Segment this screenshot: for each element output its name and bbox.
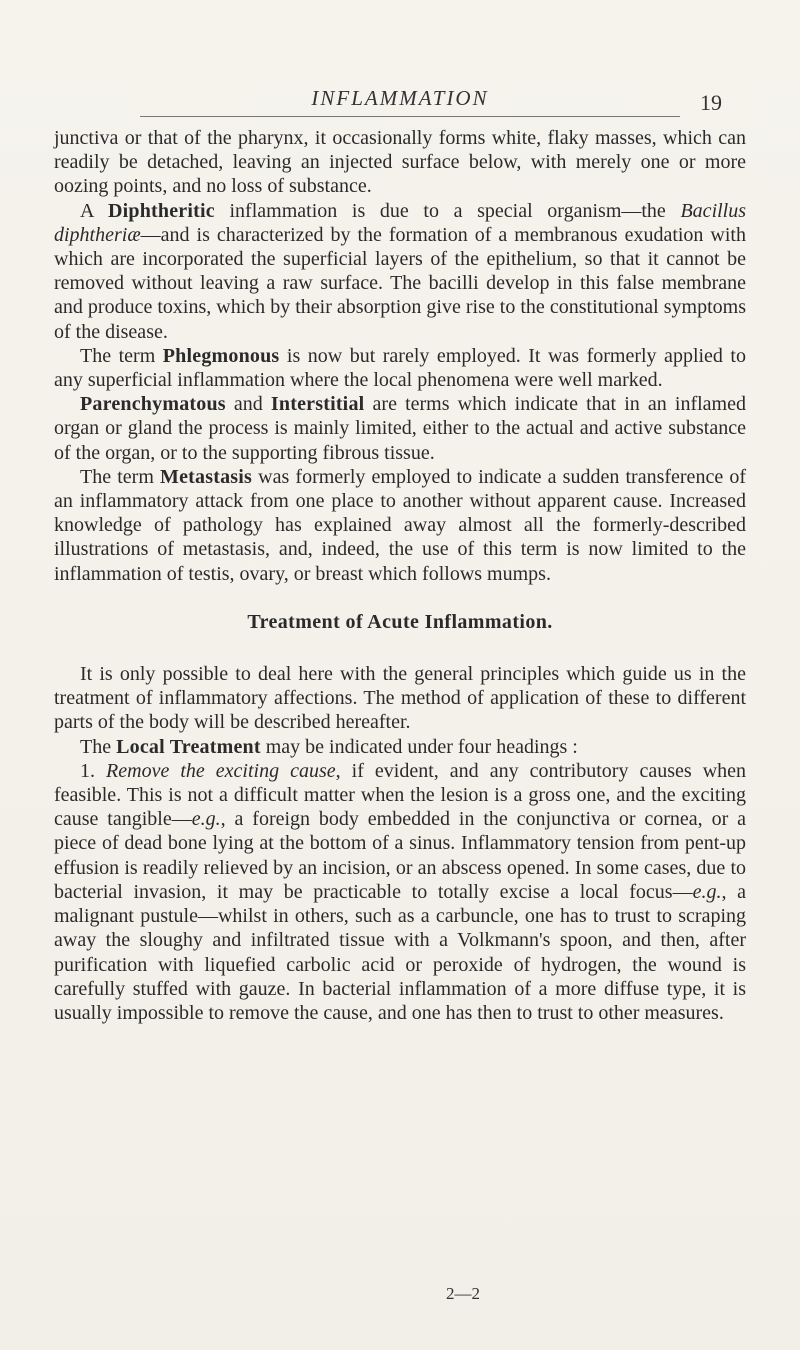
page-number: 19 — [700, 90, 722, 115]
term-metastasis: Metastasis — [160, 465, 253, 488]
list-heading: Remove the exciting cause — [106, 759, 336, 782]
body-text — [54, 126, 746, 1025]
header-rule — [140, 116, 680, 117]
paragraph-diphtheritic: A Diphtheritic inflammation is due to a special organism—the Bacillus diphtheriæ—and is characterized by the formation of a membranous exudation with which are incorporated the superficial layers of the epithelium, so that it cannot be removed without leaving a raw surface. The bacilli develop in this false membrane and produce toxins, which by their absorption give rise to the constitutional symptoms of the disease. — [54, 199, 747, 343]
paragraph-phlegmonous: The term Phlegmonous is now but rarely employed. It was formerly applied to any superficial inflammation where the local phenomena were well marked. — [54, 344, 746, 392]
signature-mark: 2—2 — [446, 1284, 480, 1303]
term-local-treatment: Local Treatment — [116, 735, 261, 758]
running-title: INFLAMMATION — [311, 86, 489, 110]
organism-name: Bacillus diphtheriæ — [54, 199, 747, 246]
term-phlegmonous: Phlegmonous — [162, 344, 280, 367]
section-heading: Treatment of Acute Inflammation. — [247, 610, 553, 633]
term-parenchymatous: Parenchymatous — [80, 393, 226, 416]
list-number: 1. — [80, 759, 107, 782]
paragraph-parenchymatous: Parenchymatous and Interstitial are terms which indicate that in an inflamed organ or gland the process is mainly limited, either to the actual and active substance of the organ, or to the supporting fibrous tissue. — [54, 393, 746, 464]
paragraph-conjunctiva: junctiva or that of the pharynx, it occasionally forms white, flaky masses, which can readily be detached, leaving an injected surface below, with merely one or more oozing points, and no loss of substance. — [54, 127, 746, 198]
paragraph-metastasis: The term Metastasis was formerly employed to indicate a sudden transference of an inflammatory attack from one place to another without apparent cause. Increased knowledge of pathology has explained away almost all the formerly-described illustrations of metastasis, and, indeed, the use of this term is now limited to the inflammation of testis, ovary, or breast which follows mumps. — [54, 465, 746, 585]
paragraph-principles: It is only possible to deal here with the general principles which guide us in the treatment of inflammatory affections. The method of application of these to different parts of the body will be described hereafter. — [54, 663, 746, 734]
paragraph-remove-cause: 1. Remove the exciting cause, if evident, and any contributory causes when feasible. This is not a difficult matter when the lesion is a gross one, and the exciting cause tangible—e.g., a foreign body embedded in the conjunctiva or cornea, or a piece of dead bone lying at the bottom of a sinus. Inflammatory tension from pent-up effusion is readily relieved by an incision, or an abscess opened. In some cases, due to bacterial invasion, it may be practicable to totally excise a local focus—e.g., a malignant pustule—whilst in others, such as a carbuncle, one has to trust to scraping away the sloughy and infiltrated tissue with a Volkmann's spoon, and then, after purification with liquefied carbolic acid or peroxide of hydrogen, the wound is carefully stuffed with gauze. In bacterial inflammation of a more diffuse type, it is usually impossible to remove the cause, and one has then to trust to other measures. — [54, 759, 747, 1024]
paragraph-local-treatment: The Local Treatment may be indicated under four headings : — [80, 735, 578, 758]
term-interstitial: Interstitial — [270, 393, 365, 416]
term-diphtheritic: Diphtheritic — [108, 199, 215, 222]
